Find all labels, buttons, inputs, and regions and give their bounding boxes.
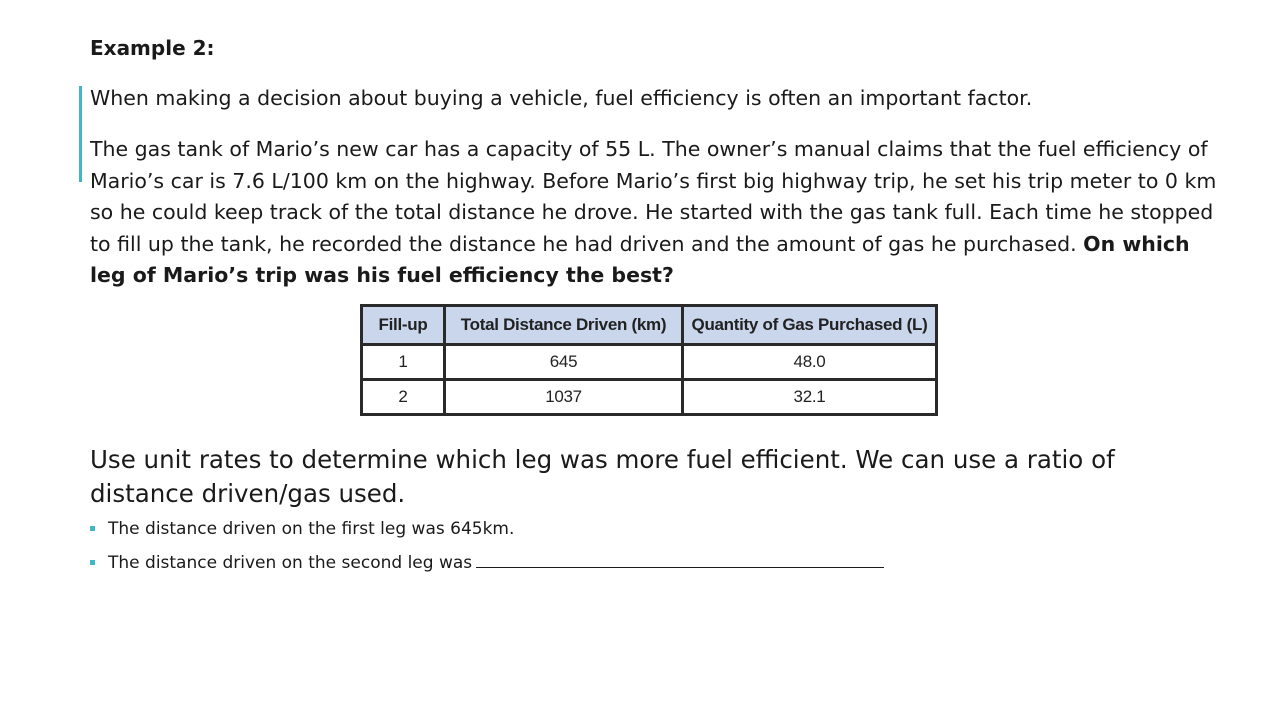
bullet-text-first-leg: The distance driven on the first leg was 645km.: [108, 519, 515, 539]
square-bullet-icon: [90, 560, 95, 565]
square-bullet-icon: [90, 526, 95, 531]
table-cell-distance: 645: [445, 345, 683, 380]
table-cell-fill-up: 2: [362, 380, 445, 415]
list-item: [90, 518, 884, 540]
table-row: [362, 345, 937, 380]
intro-paragraph: When making a decision about buying a vehicle, fuel efficiency is often an important factor.: [90, 86, 1033, 110]
table-header-fill-up: Fill-up: [362, 306, 445, 345]
fill-up-table: [360, 304, 938, 416]
bullet-text-second-leg: The distance driven on the second leg was: [108, 553, 473, 573]
problem-paragraph: [90, 134, 1220, 292]
table-cell-distance: 1037: [445, 380, 683, 415]
example-heading: Example 2:: [90, 36, 215, 60]
table-header-row: [362, 306, 937, 345]
problem-text: The gas tank of Mario’s new car has a capacity of 55 L. The owner’s manual claims that the fuel efficiency of Mario’s car is 7.6 L/100 km on the highway. Before Mario’s first big highway trip, he set his trip meter to 0 km so he could keep track of the total distance he drove. He started with the gas tank full. Each time he stopped to fill up the tank, he recorded the distance he had driven and the amount of gas he purchased.: [90, 137, 1217, 256]
problem-question: On which leg of Mario’s trip was his fuel efficiency the best?: [90, 231, 1190, 287]
table-cell-gas: 48.0: [683, 345, 937, 380]
bullet-list: [90, 518, 884, 586]
table-cell-fill-up: 1: [362, 345, 445, 380]
table-header-distance: Total Distance Driven (km): [445, 306, 683, 345]
slide-content: [90, 34, 1230, 292]
accent-bar: [79, 86, 82, 182]
answer-blank-line: [476, 553, 884, 568]
table-row: [362, 380, 937, 415]
unit-rates-lead: Use unit rates to determine which leg was more fuel efficient. We can use a ratio of distance driven/gas used.: [90, 445, 1115, 508]
table-header-gas: Quantity of Gas Purchased (L): [683, 306, 937, 345]
table-cell-gas: 32.1: [683, 380, 937, 415]
list-item: [90, 552, 884, 574]
